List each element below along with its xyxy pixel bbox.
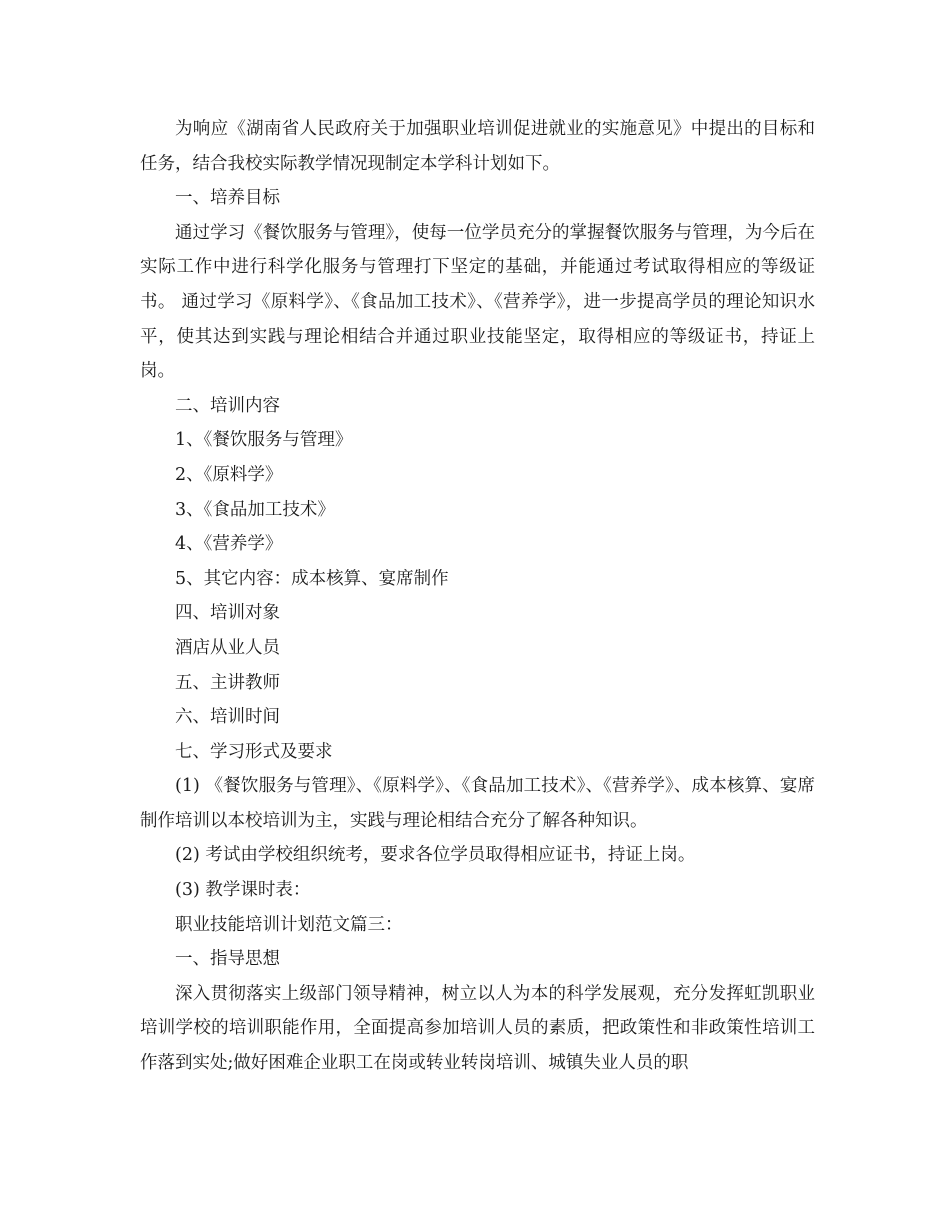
intro-paragraph: 为响应《湖南省人民政府关于加强职业培训促进就业的实施意见》中提出的目标和任务，结合我校实际教学情况现制定本学科计划如下。	[140, 119, 815, 174]
heading-study-format: 七、学习形式及要求	[175, 741, 333, 762]
content-item-3: 3、《食品加工技术》	[175, 499, 335, 520]
content-item-2: 2、《原料学》	[175, 464, 283, 485]
heading-training-content: 二、培训内容	[175, 395, 280, 416]
heading-guiding-ideology: 一、指导思想	[175, 949, 280, 970]
format-item-1: (1) 《餐饮服务与管理》、《原料学》、《食品加工技术》、《营养学》、成本核算、宴席制作培训以本校培训为主，实践与理论相结合充分了解各种知识。	[140, 776, 815, 831]
content-item-4: 4、《营养学》	[175, 534, 283, 555]
heading-training-audience: 四、培训对象	[175, 603, 280, 624]
heading-lead-teacher: 五、主讲教师	[175, 672, 280, 693]
content-item-5: 5、其它内容：成本核算、宴席制作	[175, 568, 449, 589]
document-body	[140, 112, 815, 1081]
ideology-paragraph: 深入贯彻落实上级部门领导精神，树立以人为本的科学发展观，充分发挥虹凯职业培训学校的培训职能作用，全面提高参加培训人员的素质，把政策性和非政策性培训工作落到实处;做好困难企业职工在岗或转业转岗培训、城镇失业人员的职	[140, 983, 815, 1074]
format-item-3: (3) 教学课时表：	[175, 880, 311, 901]
goals-paragraph: 通过学习《餐饮服务与管理》，使每一位学员充分的掌握餐饮服务与管理，为今后在实际工作中进行科学化服务与管理打下坚定的基础，并能通过考试取得相应的等级证书。 通过学习《原料学》、《食品加工技术》、《营养学》，进一步提高学员的理论知识水平，使其达到实践与理论相结合并通过职业技能坚定，取得相应的等级证书，持证上岗。	[140, 222, 815, 382]
heading-training-goals: 一、培养目标	[175, 188, 280, 209]
section-title-part-three: 职业技能培训计划范文篇三：	[175, 914, 403, 935]
heading-training-time: 六、培训时间	[175, 707, 280, 728]
content-item-1: 1、《餐饮服务与管理》	[175, 430, 353, 451]
audience-text: 酒店从业人员	[175, 637, 280, 658]
format-item-2: (2) 考试由学校组织统考，要求各位学员取得相应证书，持证上岗。	[175, 845, 696, 866]
